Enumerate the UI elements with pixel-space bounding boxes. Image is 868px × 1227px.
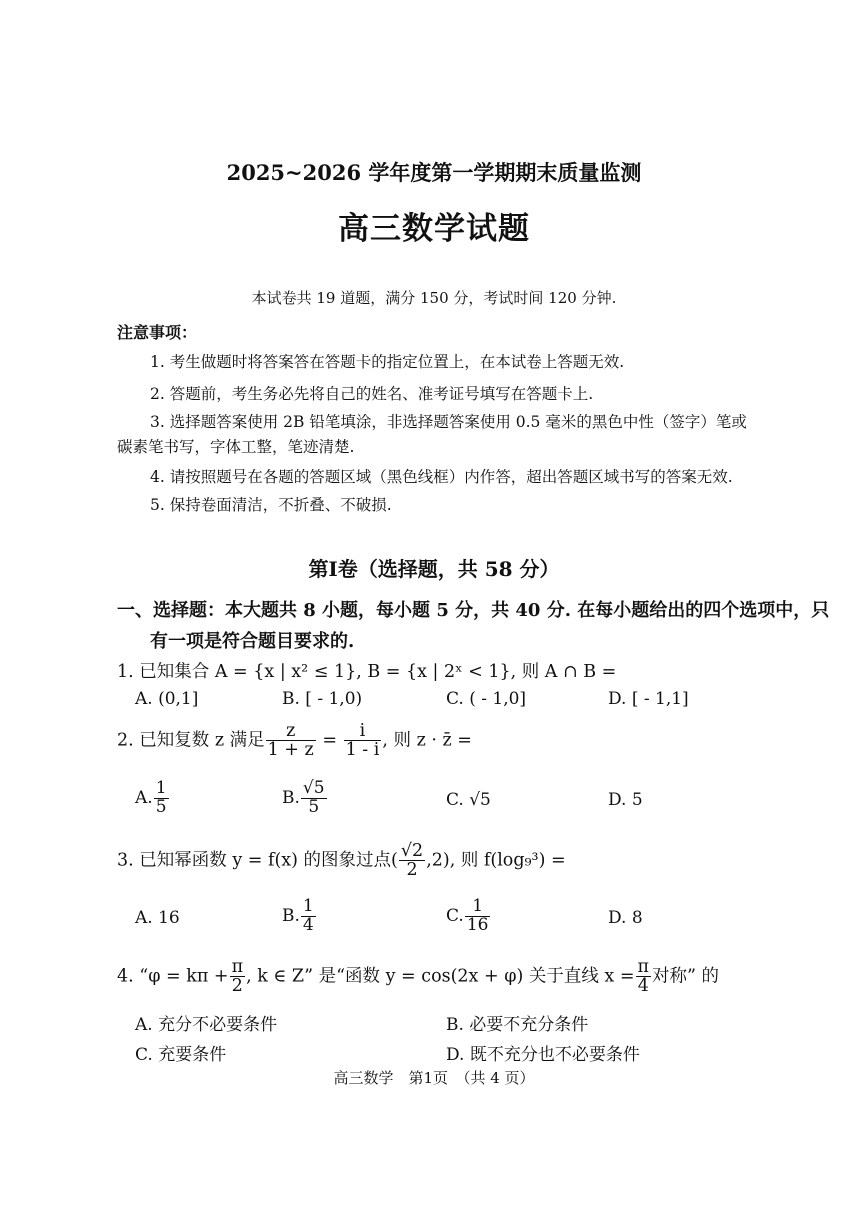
question-4-stem	[117, 958, 719, 996]
question-2-stem	[117, 722, 472, 760]
q3-opt-c-label: C.	[446, 905, 464, 926]
q4-option-d: D. 既不充分也不必要条件	[446, 1045, 640, 1065]
note-item: 4. 请按照题号在各题的答题区域（黑色线框）内作答，超出答题区域书写的答案无效.	[150, 468, 733, 486]
q3-pt-den: 2	[406, 860, 418, 881]
q2-opt-b-den: 5	[308, 796, 320, 817]
q3-opt-b-num: 1	[302, 896, 314, 916]
exam-name: 2025~2026 学年度第一学期期末质量监测	[226, 160, 642, 185]
q2-suffix: , 则 z · z̄ =	[382, 730, 472, 751]
q2-opt-a-den: 5	[155, 796, 167, 817]
q2-option-a	[135, 780, 170, 817]
q2-option-c: C. √5	[446, 790, 491, 810]
q4-f2-den: 4	[637, 976, 649, 997]
q3-opt-c-den: 16	[466, 914, 489, 935]
q4-prefix: 4. “φ = kπ +	[117, 966, 229, 987]
q2-frac2-num: i	[344, 722, 382, 741]
note-item: 5. 保持卷面清洁，不折叠、不破损.	[150, 496, 392, 514]
q4-f1-num: π	[231, 957, 244, 977]
page-footer: 高三数学 第1页 （共 4 页）	[333, 1069, 535, 1087]
q2-frac2-den: 1 - i	[345, 740, 380, 761]
q3-opt-c-num: 1	[465, 898, 491, 917]
q2-prefix: 2. 已知复数 z 满足	[117, 730, 265, 751]
note-item: 2. 答题前，考生务必先将自己的姓名、准考证号填写在答题卡上.	[150, 385, 594, 403]
q3-prefix: 3. 已知幂函数 y = f(x) 的图象过点(	[117, 850, 398, 871]
q4-option-a: A. 充分不必要条件	[135, 1015, 278, 1035]
q3-option-b	[282, 898, 317, 935]
q3-option-a: A. 16	[135, 908, 180, 928]
q2-frac1-num: z	[266, 722, 316, 741]
part-heading: 一、选择题：本大题共 8 小题，每小题 5 分，共 40 分. 在每小题给出的四个选项中，只	[117, 600, 830, 621]
q2-fraction-right	[344, 722, 382, 760]
q2-opt-b-num: √5	[302, 778, 325, 798]
q2-equals: =	[322, 730, 338, 751]
q2-frac1-den: 1 + z	[267, 740, 314, 761]
q4-option-b: B. 必要不充分条件	[446, 1015, 589, 1035]
q2-option-b	[282, 780, 328, 817]
note-item: 碳素笔书写，字体工整，笔迹清楚.	[117, 438, 355, 456]
note-item: 1. 考生做题时将答案答在答题卡的指定位置上，在本试卷上答题无效.	[150, 353, 625, 371]
q1-option-b: B. [ - 1,0)	[282, 689, 363, 709]
q1-option-d: D. [ - 1,1]	[608, 689, 689, 709]
exam-info: 本试卷共 19 道题，满分 150 分，考试时间 120 分钟.	[251, 289, 617, 307]
q3-option-c	[446, 898, 491, 935]
q1-option-a: A. (0,1]	[135, 689, 199, 709]
q2-option-d: D. 5	[608, 790, 643, 810]
q3-suffix: ,2), 则 f(log₉³) =	[426, 850, 566, 871]
q2-opt-a-label: A.	[135, 787, 153, 808]
q4-f1-den: 2	[231, 976, 243, 997]
q4-option-c: C. 充要条件	[135, 1045, 227, 1065]
page-title: 高三数学试题	[338, 211, 530, 247]
part-heading-cont: 有一项是符合题目要求的.	[150, 631, 355, 652]
q3-pt-num: √2	[400, 841, 424, 861]
q2-opt-b-label: B.	[282, 787, 300, 808]
note-item: 3. 选择题答案使用 2B 铅笔填涂，非选择题答案使用 0.5 毫米的黑色中性（签字）笔或	[150, 413, 747, 431]
q2-opt-a-num: 1	[155, 778, 167, 798]
q4-mid: , k ∈ Z” 是“函数 y = cos(2x + φ) 关于直线 x =	[246, 966, 635, 987]
q3-point-fraction	[399, 842, 425, 880]
q2-fraction-left	[266, 722, 316, 760]
section-title: 第Ⅰ卷（选择题，共 58 分）	[308, 557, 560, 581]
q3-option-d: D. 8	[608, 908, 643, 928]
notes-heading: 注意事项：	[117, 323, 198, 342]
q4-f2-num: π	[637, 957, 650, 977]
question-1-stem: 1. 已知集合 A = {x | x² ≤ 1}, B = {x | 2ˣ < 1}, 则 A ∩ B =	[117, 662, 617, 682]
q3-opt-b-label: B.	[282, 905, 300, 926]
q3-opt-b-den: 4	[302, 914, 314, 935]
q4-suffix: 对称” 的	[652, 966, 720, 987]
question-3-stem	[117, 842, 566, 880]
q1-option-c: C. ( - 1,0]	[446, 689, 527, 709]
